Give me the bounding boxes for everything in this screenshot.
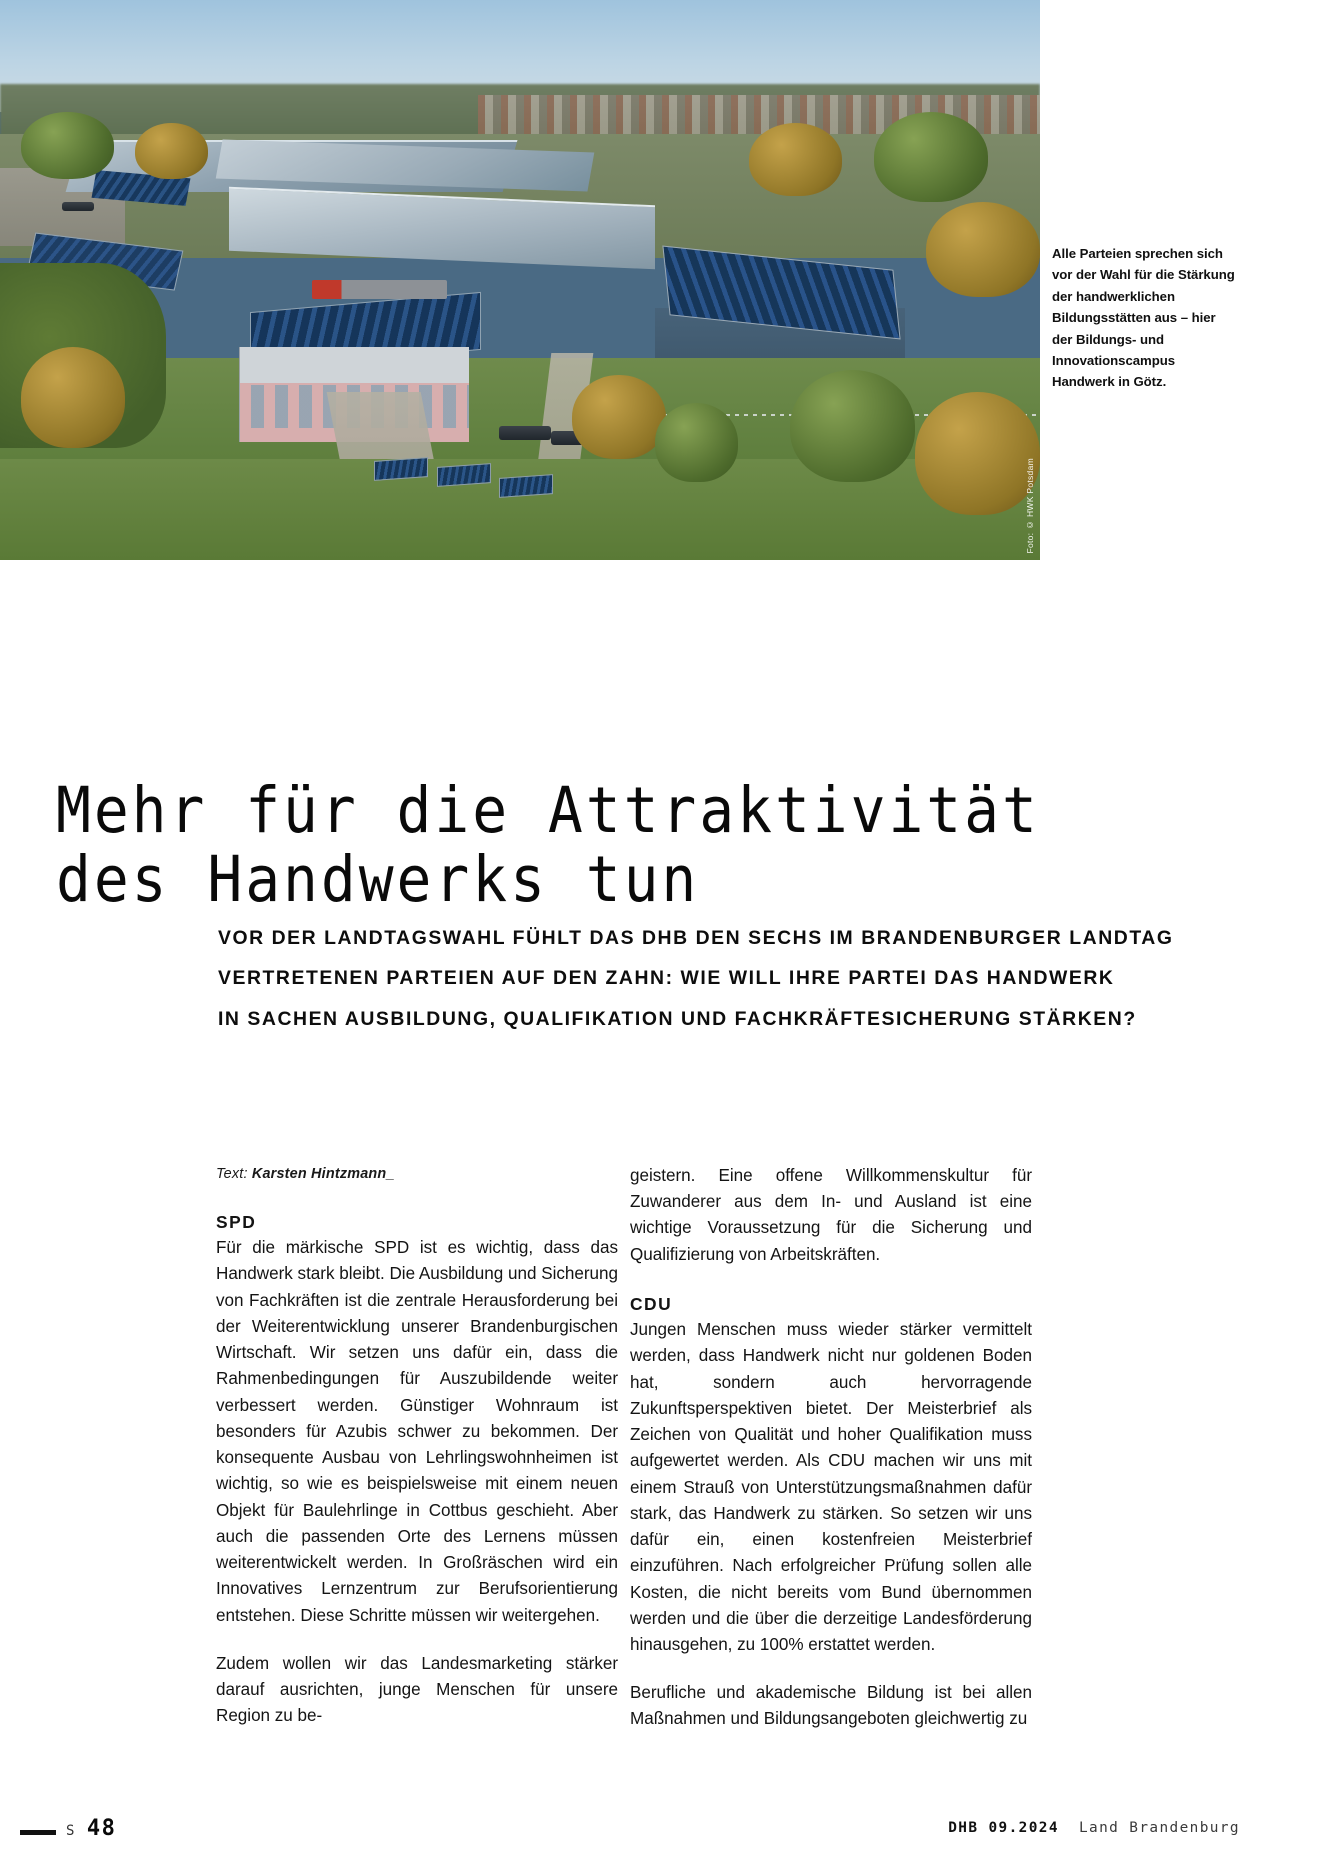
body-column-right: [630, 1163, 1032, 1733]
photo-truck: [312, 280, 447, 299]
paragraph-spd-2: Zudem wollen wir das Landesmarketing stärker darauf ausrichten, junge Menschen für unsere Region zu be-: [216, 1653, 618, 1726]
paragraph-cdu-1: Jungen Menschen muss wieder stärker vermittelt werden, dass Handwerk nicht nur goldenen Boden hat, sondern auch hervorragende Zukunftsperspektiven bietet. Der Meisterbrief als Zeichen von Qualität und hoher Qualifikation muss aufgewertet werden. Als CDU machen wir uns mit einem Strauß von Unterstützungsmaßnahmen dafür stark, das Handwerk zu stärken. So setzen wir uns dafür ein, einen kostenfreien Meisterbrief einzuführen. Nach erfolgreicher Prüfung sollen alle Kosten, die nicht bereits vom Bund übernommen werden und die über die derzeitige Landesförderung hinausgehen, zu 100% erstattet werden.: [630, 1320, 1032, 1654]
hero-photo: [0, 0, 1040, 560]
byline: [216, 1166, 395, 1182]
paragraph-cdu-2: Berufliche und akademische Bildung ist bei allen Maßnahmen und Bildungsangeboten gleichwertig zu: [630, 1683, 1032, 1729]
footer-issue-block: [948, 1820, 1240, 1836]
photo-tree-1: [21, 112, 115, 179]
photo-tree-7: [655, 403, 738, 481]
page-title-line-1: Mehr für die Attraktivität: [56, 774, 1040, 848]
photo-tree-10: [915, 392, 1040, 515]
byline-label: Text:: [216, 1166, 248, 1182]
photo-tree-5: [926, 202, 1040, 297]
standfirst-line-1: VOR DER LANDTAGSWAHL FÜHLT DAS DHB DEN SECHS IM BRANDENBURGER LANDTAG: [218, 927, 1174, 949]
photo-tree-6: [572, 375, 666, 459]
footer-region: Land Brandenburg: [1078, 1820, 1240, 1836]
photo-ground-solar-2: [437, 463, 491, 487]
section-heading-spd: SPD: [216, 1212, 257, 1232]
body-column-left: [216, 1210, 618, 1729]
standfirst: [218, 918, 1174, 1039]
standfirst-line-2: VERTRETENEN PARTEIEN AUF DEN ZAHN: WIE WILL IHRE PARTEI DAS HANDWERK: [218, 967, 1115, 990]
photo-tree-2: [135, 123, 208, 179]
standfirst-line-3: IN SACHEN AUSBILDUNG, QUALIFIKATION UND FACHKRÄFTESICHERUNG STÄRKEN?: [218, 1007, 1137, 1030]
byline-author: Karsten Hintzmann_: [251, 1166, 395, 1182]
photo-tree-3: [749, 123, 843, 196]
photo-caption: Alle Parteien sprechen sich vor der Wahl für die Stärkung der handwerklichen Bildungsstätten aus – hier der Bildungs- und Innovationscampus Handwerk in Götz.: [1052, 246, 1235, 390]
footer-rule: [20, 1830, 56, 1835]
footer-page-marker: [66, 1816, 116, 1841]
footer-page-number: 48: [86, 1816, 117, 1841]
photo-ground-solar-3: [499, 474, 553, 498]
section-heading-cdu: CDU: [630, 1293, 673, 1314]
photo-tree-9: [790, 370, 915, 482]
photo-car-3: [62, 202, 93, 211]
paragraph-spd-1: Für die märkische SPD ist es wichtig, dass das Handwerk stark bleibt. Die Ausbildung und Sicherung von Fachkräften ist die zentrale Herausforderung bei der Weiterentwicklung unserer Brandenburgischen Wirtschaft. Wir setzen uns dafür ein, dass die Rahmenbedingungen für Auszubildende weiter verbessert werden. Günstiger Wohnraum ist besonders für Azubis schwer zu bekommen. Der konsequente Ausbau von Lehrlingswohnheimen ist wichtig, so wie es beispielsweise mit einem neuen Objekt für Baulehrlinge in Cottbus geschieht. Aber auch die passenden Orte des Lernens müssen weiterentwickelt werden. In Großräschen wird ein Innovatives Lernzentrum zur Berufsorientierung entstehen. Diese Schritte müssen wir weitergehen.: [216, 1238, 618, 1625]
photo-tree-8: [21, 347, 125, 448]
paragraph-spd-continuation: geistern. Eine offene Willkommenskultur für Zuwanderer aus dem In- und Ausland ist eine wichtige Voraussetzung für die Sicherung und Qualifizierung von Arbeitskräften.: [630, 1166, 1032, 1264]
photo-tree-4: [874, 112, 988, 202]
photo-ground-solar-1: [374, 457, 428, 481]
page-title-line-2: des Handwerks tun: [56, 842, 700, 916]
footer-issue: DHB 09.2024: [948, 1820, 1059, 1836]
page-title: [56, 774, 1160, 916]
photo-credit: Foto: © HWK Potsdam: [1025, 458, 1035, 554]
photo-car-1: [499, 426, 551, 441]
footer-page-prefix: S: [66, 1823, 77, 1839]
